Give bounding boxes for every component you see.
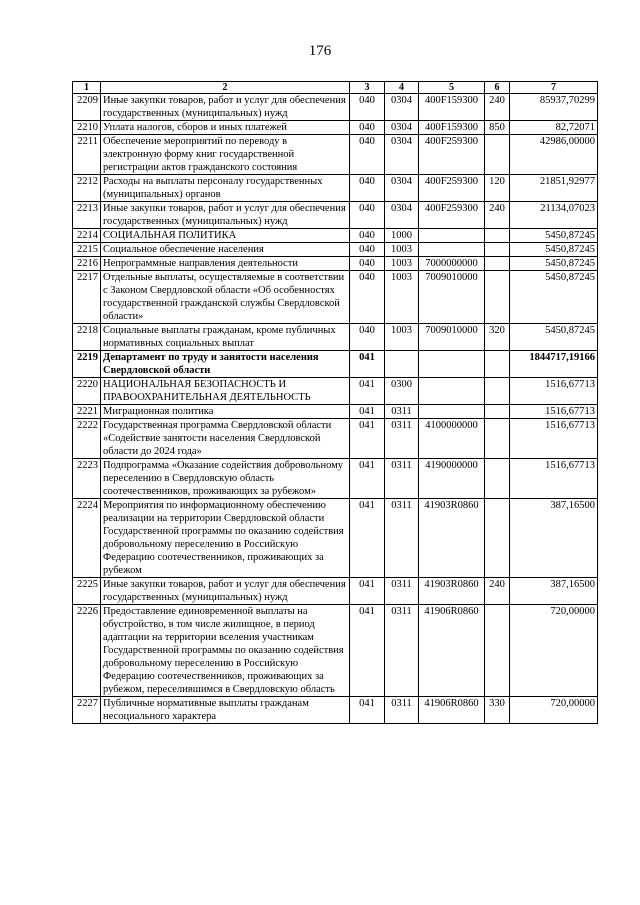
table-row: [73, 94, 598, 121]
row-code-admin: 040: [350, 324, 385, 351]
table-row: [73, 499, 598, 578]
row-code-admin: 040: [350, 202, 385, 229]
header-cell: 3: [350, 82, 385, 94]
table-row: [73, 257, 598, 271]
row-amount: 5450,87245: [510, 257, 598, 271]
table-row: [73, 135, 598, 175]
header-cell: 5: [419, 82, 485, 94]
row-code-admin: 041: [350, 499, 385, 578]
row-number: 2221: [73, 405, 101, 419]
row-code-admin: 041: [350, 419, 385, 459]
row-code-target: 4100000000: [419, 419, 485, 459]
row-name: Публичные нормативные выплаты гражданам несоциального характера: [101, 697, 350, 724]
row-code-target: 41903R0860: [419, 499, 485, 578]
table-row: [73, 578, 598, 605]
row-code-admin: 040: [350, 135, 385, 175]
row-number: 2225: [73, 578, 101, 605]
row-code-target: 7009010000: [419, 324, 485, 351]
row-code-type: [485, 135, 510, 175]
row-code-section: 1003: [385, 324, 419, 351]
row-code-admin: 040: [350, 121, 385, 135]
row-code-type: 120: [485, 175, 510, 202]
row-amount: 85937,70299: [510, 94, 598, 121]
row-code-section: 0304: [385, 202, 419, 229]
row-code-type: [485, 243, 510, 257]
row-amount: 720,00000: [510, 697, 598, 724]
row-code-type: [485, 405, 510, 419]
row-code-section: 0304: [385, 94, 419, 121]
row-code-section: 1003: [385, 243, 419, 257]
row-code-target: 7000000000: [419, 257, 485, 271]
row-name: Подпрограмма «Оказание содействия добровольному переселению в Свердловскую область соотечественников, проживающих за рубежом»: [101, 459, 350, 499]
row-number: 2220: [73, 378, 101, 405]
row-name: НАЦИОНАЛЬНАЯ БЕЗОПАСНОСТЬ И ПРАВООХРАНИТЕЛЬНАЯ ДЕЯТЕЛЬНОСТЬ: [101, 378, 350, 405]
row-number: 2217: [73, 271, 101, 324]
row-number: 2210: [73, 121, 101, 135]
row-name: Расходы на выплаты персоналу государственных (муниципальных) органов: [101, 175, 350, 202]
row-code-section: 0311: [385, 499, 419, 578]
row-code-target: 41906R0860: [419, 697, 485, 724]
row-number: 2214: [73, 229, 101, 243]
row-number: 2227: [73, 697, 101, 724]
table-row: [73, 121, 598, 135]
row-code-admin: 041: [350, 605, 385, 697]
row-code-admin: 041: [350, 697, 385, 724]
row-code-target: 41906R0860: [419, 605, 485, 697]
row-code-section: 0311: [385, 459, 419, 499]
row-code-type: [485, 229, 510, 243]
row-code-target: [419, 243, 485, 257]
row-name: Предоставление единовременной выплаты на обустройство, в том числе жилищное, в период адаптации на территории вселения участникам Государственной программы по оказанию содействия добровольному переселению в Российскую Федерацию соотечественников, проживающих за рубежом, переселившимся в Свердловскую область: [101, 605, 350, 697]
header-cell: 4: [385, 82, 419, 94]
row-number: 2218: [73, 324, 101, 351]
row-code-admin: 041: [350, 459, 385, 499]
row-amount: 1516,67713: [510, 459, 598, 499]
row-code-type: 850: [485, 121, 510, 135]
row-code-target: [419, 378, 485, 405]
row-code-target: [419, 229, 485, 243]
row-code-target: 400F259300: [419, 202, 485, 229]
row-number: 2216: [73, 257, 101, 271]
row-name: Обеспечение мероприятий по переводу в электронную форму книг государственной регистрации актов гражданского состояния: [101, 135, 350, 175]
row-number: 2224: [73, 499, 101, 578]
row-amount: 1516,67713: [510, 378, 598, 405]
table-row: [73, 175, 598, 202]
row-amount: 5450,87245: [510, 243, 598, 257]
row-code-target: 400F159300: [419, 94, 485, 121]
row-code-section: 1003: [385, 257, 419, 271]
row-code-target: 4190000000: [419, 459, 485, 499]
row-name: Отдельные выплаты, осуществляемые в соответствии с Законом Свердловской области «Об особенностях государственной гражданской службы Свердловской области»: [101, 271, 350, 324]
row-number: 2215: [73, 243, 101, 257]
page-number: 176: [308, 43, 332, 59]
table-row: [73, 419, 598, 459]
row-number: 2223: [73, 459, 101, 499]
row-code-admin: 041: [350, 351, 385, 378]
row-code-section: 1003: [385, 271, 419, 324]
row-number: 2222: [73, 419, 101, 459]
row-code-section: 0311: [385, 419, 419, 459]
row-number: 2219: [73, 351, 101, 378]
header-row: [73, 82, 598, 94]
row-code-type: 320: [485, 324, 510, 351]
row-amount: 387,16500: [510, 499, 598, 578]
row-name: Социальные выплаты гражданам, кроме публичных нормативных социальных выплат: [101, 324, 350, 351]
row-code-admin: 040: [350, 175, 385, 202]
row-code-type: [485, 257, 510, 271]
row-code-type: [485, 271, 510, 324]
row-amount: 21851,92977: [510, 175, 598, 202]
row-name: Иные закупки товаров, работ и услуг для обеспечения государственных (муниципальных) нужд: [101, 202, 350, 229]
row-number: 2209: [73, 94, 101, 121]
budget-table: [72, 81, 598, 724]
row-amount: 5450,87245: [510, 271, 598, 324]
row-code-type: [485, 459, 510, 499]
row-name: Уплата налогов, сборов и иных платежей: [101, 121, 350, 135]
row-code-type: [485, 351, 510, 378]
row-code-type: 330: [485, 697, 510, 724]
row-code-target: 400F259300: [419, 175, 485, 202]
row-number: 2211: [73, 135, 101, 175]
header-cell: 2: [101, 82, 350, 94]
row-code-section: 0304: [385, 175, 419, 202]
row-code-target: 400F159300: [419, 121, 485, 135]
row-code-target: [419, 405, 485, 419]
row-name: Иные закупки товаров, работ и услуг для обеспечения государственных (муниципальных) нужд: [101, 578, 350, 605]
row-name: Миграционная политика: [101, 405, 350, 419]
row-code-type: [485, 378, 510, 405]
row-code-target: 400F259300: [419, 135, 485, 175]
row-code-section: 0311: [385, 697, 419, 724]
row-number: 2213: [73, 202, 101, 229]
table-row: [73, 459, 598, 499]
row-code-type: [485, 499, 510, 578]
table-row: [73, 202, 598, 229]
row-code-section: 1000: [385, 229, 419, 243]
row-code-admin: 041: [350, 578, 385, 605]
row-code-section: [385, 351, 419, 378]
row-name: Мероприятия по информационному обеспечению реализации на территории Свердловской области Государственной программы по оказанию содействия добровольному переселению в Российскую Федерацию соотечественников, проживающих за рубежом: [101, 499, 350, 578]
row-amount: 720,00000: [510, 605, 598, 697]
row-code-type: [485, 605, 510, 697]
row-name: Иные закупки товаров, работ и услуг для обеспечения государственных (муниципальных) нужд: [101, 94, 350, 121]
row-code-admin: 040: [350, 257, 385, 271]
row-code-target: 41903R0860: [419, 578, 485, 605]
row-code-admin: 041: [350, 405, 385, 419]
row-number: 2226: [73, 605, 101, 697]
table-row: [73, 271, 598, 324]
row-code-type: 240: [485, 94, 510, 121]
row-code-section: 0311: [385, 578, 419, 605]
row-code-type: 240: [485, 202, 510, 229]
row-code-section: 0300: [385, 378, 419, 405]
row-amount: 5450,87245: [510, 324, 598, 351]
row-code-section: 0304: [385, 135, 419, 175]
row-code-target: [419, 351, 485, 378]
table-row: [73, 229, 598, 243]
row-number: 2212: [73, 175, 101, 202]
header-cell: 6: [485, 82, 510, 94]
row-name: Департамент по труду и занятости населения Свердловской области: [101, 351, 350, 378]
row-code-admin: 040: [350, 94, 385, 121]
row-amount: 1516,67713: [510, 419, 598, 459]
row-name: Государственная программа Свердловской области «Содействие занятости населения Свердловской области до 2024 года»: [101, 419, 350, 459]
row-name: Непрограммные направления деятельности: [101, 257, 350, 271]
table-row: [73, 351, 598, 378]
table-row: [73, 697, 598, 724]
table-row: [73, 605, 598, 697]
row-amount: 42986,00000: [510, 135, 598, 175]
header-cell: 7: [510, 82, 598, 94]
row-name: Социальное обеспечение населения: [101, 243, 350, 257]
row-code-type: [485, 419, 510, 459]
row-code-section: 0311: [385, 405, 419, 419]
row-amount: 387,16500: [510, 578, 598, 605]
table-row: [73, 378, 598, 405]
table-row: [73, 243, 598, 257]
row-amount: 1516,67713: [510, 405, 598, 419]
row-amount: 1844717,19166: [510, 351, 598, 378]
header-cell: 1: [73, 82, 101, 94]
row-code-section: 0311: [385, 605, 419, 697]
row-code-admin: 040: [350, 271, 385, 324]
row-code-type: 240: [485, 578, 510, 605]
table-row: [73, 405, 598, 419]
row-code-admin: 040: [350, 229, 385, 243]
table-row: [73, 324, 598, 351]
row-code-admin: 040: [350, 243, 385, 257]
row-amount: 21134,07023: [510, 202, 598, 229]
row-code-section: 0304: [385, 121, 419, 135]
row-amount: 82,72071: [510, 121, 598, 135]
row-name: СОЦИАЛЬНАЯ ПОЛИТИКА: [101, 229, 350, 243]
row-amount: 5450,87245: [510, 229, 598, 243]
row-code-admin: 041: [350, 378, 385, 405]
row-code-target: 7009010000: [419, 271, 485, 324]
